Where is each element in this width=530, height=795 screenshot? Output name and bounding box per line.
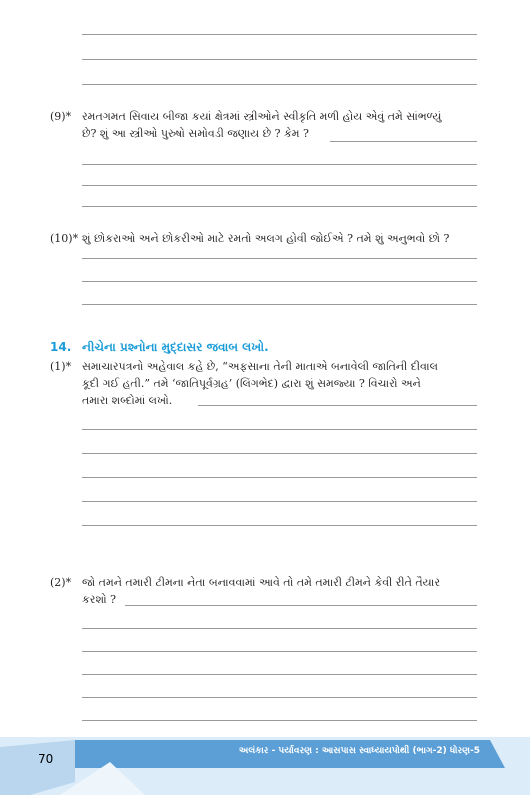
question-text-line: જો તમને તમારી ટીમના નેતા બનાવવામાં આવે તો તમે તમારી ટીમને કેવી રીતે તૈયાર (82, 576, 441, 589)
answer-line (82, 84, 477, 85)
question-text (82, 358, 527, 409)
answer-line (82, 674, 477, 675)
question-text-line: કૂદી ગઈ હતી.” તમે ‘જાતિપૂર્વગ્રહ’ (લિંગભેદ) દ્વારા શું સમજ્યા ? વિચારો અને (82, 377, 421, 390)
question-text (82, 230, 527, 247)
question-number: (10)* (50, 232, 79, 245)
answer-line (82, 628, 477, 629)
section-title: નીચેના પ્રશ્નોના મુદ્દાસર જવાબ લખો. (82, 340, 269, 354)
question-text-line: રમતગમત સિવાય બીજા કયાં ક્ષેત્રમાં સ્ત્રીઓને સ્વીકૃતિ મળી હોય એવું તમે સાંભળ્યું (82, 110, 442, 123)
answer-line (82, 281, 477, 282)
answer-line (82, 185, 477, 186)
answer-line (82, 59, 477, 60)
answer-line (82, 206, 477, 207)
book-title: અલંકાર - પર્યાવરણ : આસપાસ સ્વાધ્યાયપોથી (ભાગ-2) ધોરણ-5 (238, 746, 480, 756)
answer-line (82, 477, 477, 478)
question-text-line: કરશો ? (82, 593, 117, 606)
answer-line (82, 453, 477, 454)
section-heading (50, 340, 269, 355)
answer-line (330, 141, 477, 142)
question-number: (1)* (50, 360, 72, 373)
answer-line (82, 34, 477, 35)
answer-line (82, 651, 477, 652)
answer-line (82, 720, 477, 721)
page-number: 70 (38, 752, 54, 766)
question-text-line: શું છોકરાઓ અને છોકરીઓ માટે રમતો અલગ હોવી જોઈએ ? તમે શું અનુભવો છો ? (82, 232, 450, 245)
answer-line (82, 258, 477, 259)
question-text (82, 108, 527, 142)
question-number: (9)* (50, 110, 72, 123)
question-text-line: છે? શું આ સ્ત્રીઓ પુરુષો સમોવડી જણાય છે ? કેમ ? (82, 127, 309, 140)
question-text-line: તમારા શબ્દોમાં લખો. (82, 394, 173, 407)
answer-line (125, 605, 477, 606)
answer-line (82, 697, 477, 698)
answer-line (82, 501, 477, 502)
question-text-line: સમાચારપત્રનો અહેવાલ કહે છે, “અફસાના તેની માતાએ બનાવેલી જાતિની દીવાલ (82, 360, 438, 373)
answer-line (82, 429, 477, 430)
question-text (82, 574, 527, 608)
section-number: 14. (50, 340, 72, 354)
answer-line (82, 304, 477, 305)
question-number: (2)* (50, 576, 72, 589)
answer-line (82, 525, 477, 526)
answer-line (198, 405, 477, 406)
answer-line (82, 164, 477, 165)
